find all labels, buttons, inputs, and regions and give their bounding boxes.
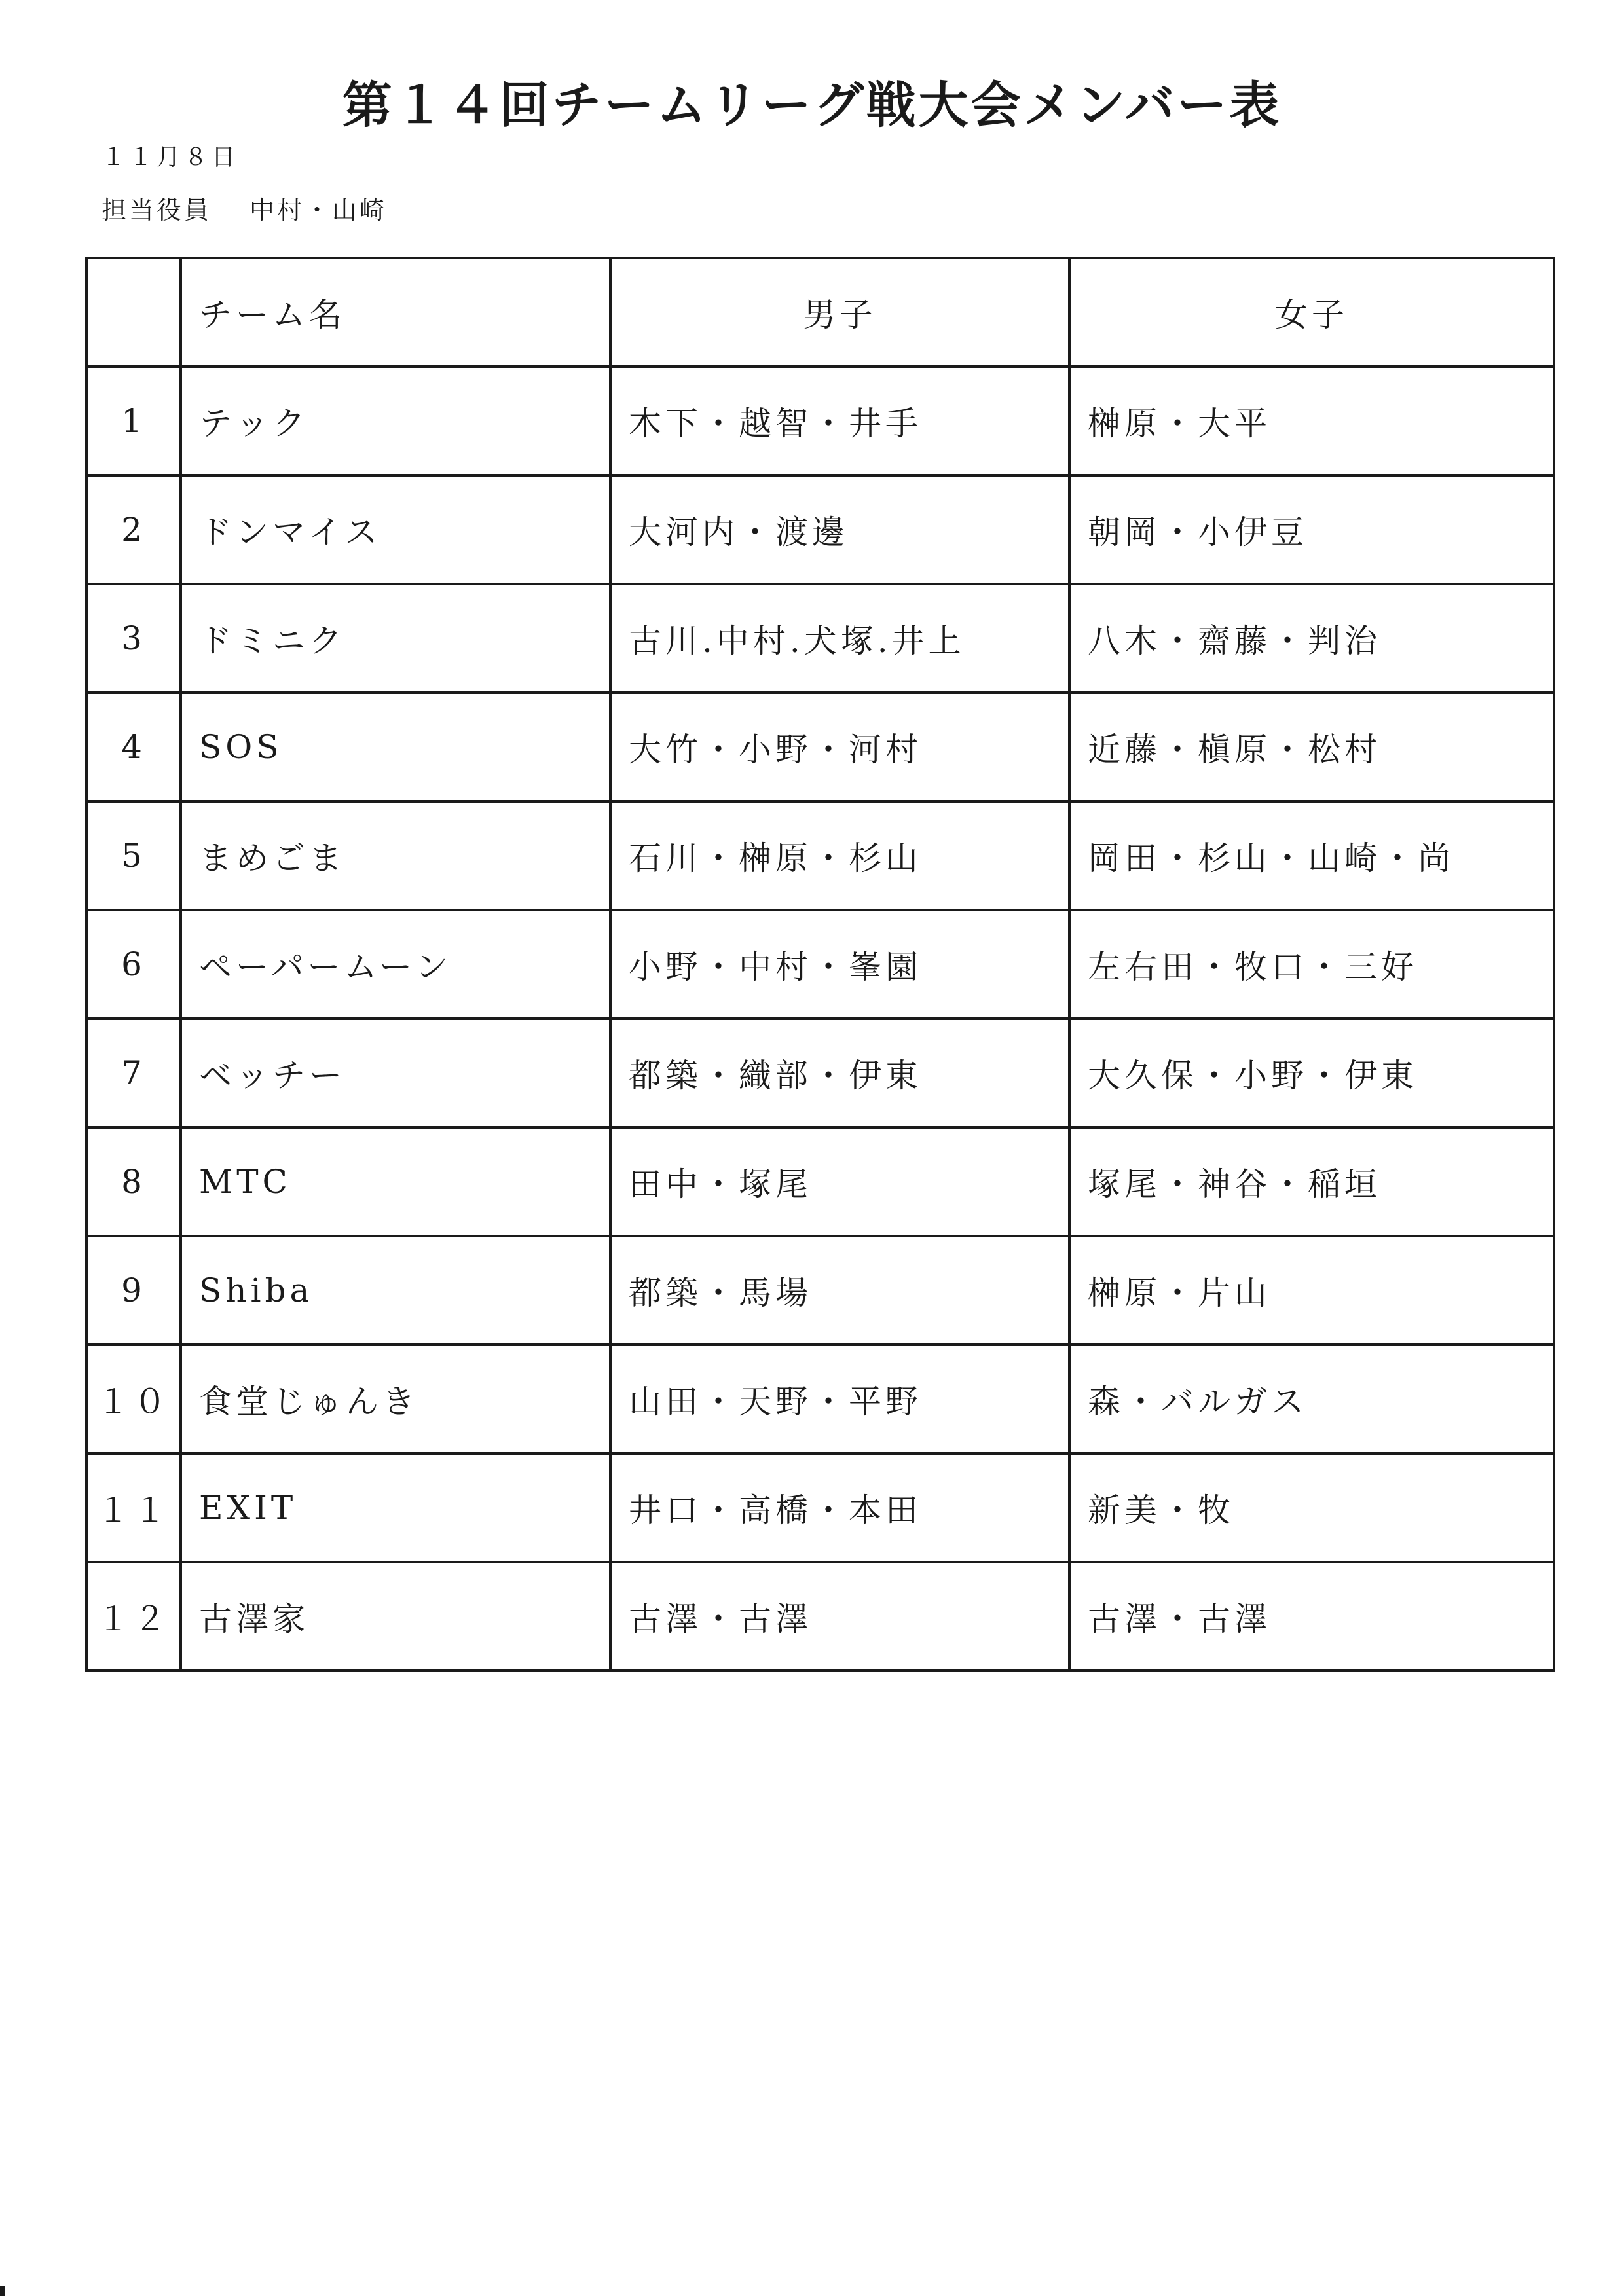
table-row (86, 1127, 1554, 1236)
table-row (86, 693, 1554, 801)
men-members: 古澤・古澤 (610, 1562, 1069, 1671)
women-members: 塚尾・神谷・稲垣 (1069, 1127, 1554, 1236)
table-row (86, 367, 1554, 475)
team-name: 古澤家 (181, 1562, 610, 1671)
women-members: 榊原・大平 (1069, 367, 1554, 475)
table-row (86, 910, 1554, 1019)
document-date: １１月８日 (101, 144, 240, 171)
team-name: ドミニク (181, 584, 610, 693)
team-name: まめごま (181, 801, 610, 910)
table-row (86, 1345, 1554, 1453)
document-title: 第１４回チームリーグ戦大会メンバー表 (342, 76, 1282, 134)
team-name: Shiba (181, 1236, 610, 1345)
row-number: １０ (86, 1345, 181, 1453)
team-name: SOS (181, 693, 610, 801)
men-members: 木下・越智・井手 (610, 367, 1069, 475)
officer-label: 担当役員 (101, 196, 212, 225)
table-row (86, 801, 1554, 910)
table-header-row (86, 258, 1554, 367)
men-members: 都築・馬場 (610, 1236, 1069, 1345)
women-members: 岡田・杉山・山崎・尚 (1069, 801, 1554, 910)
officer-line (101, 190, 387, 226)
row-number: 2 (86, 475, 181, 584)
table-row (86, 475, 1554, 584)
men-members: 小野・中村・峯園 (610, 910, 1069, 1019)
header-men: 男子 (610, 258, 1069, 367)
scan-edge-mark (0, 2286, 5, 2296)
women-members: 近藤・槇原・松村 (1069, 693, 1554, 801)
team-name: EXIT (181, 1453, 610, 1562)
header-number (86, 258, 181, 367)
table-row (86, 1019, 1554, 1127)
men-members: 田中・塚尾 (610, 1127, 1069, 1236)
women-members: 森・バルガス (1069, 1345, 1554, 1453)
officer-names: 中村・山崎 (249, 196, 388, 225)
row-number: 6 (86, 910, 181, 1019)
team-name: ペーパームーン (181, 910, 610, 1019)
header-women: 女子 (1069, 258, 1554, 367)
women-members: 榊原・片山 (1069, 1236, 1554, 1345)
table-row (86, 1453, 1554, 1562)
team-name: MTC (181, 1127, 610, 1236)
women-members: 八木・齋藤・判治 (1069, 584, 1554, 693)
row-number: １２ (86, 1562, 181, 1671)
team-name: 食堂じゅんき (181, 1345, 610, 1453)
table-body (86, 367, 1554, 1671)
row-number: 7 (86, 1019, 181, 1127)
row-number: 1 (86, 367, 181, 475)
men-members: 古川.中村.犬塚.井上 (610, 584, 1069, 693)
row-number: 4 (86, 693, 181, 801)
table-row (86, 584, 1554, 693)
row-number: １１ (86, 1453, 181, 1562)
women-members: 新美・牧 (1069, 1453, 1554, 1562)
header-team: チーム名 (181, 258, 610, 367)
men-members: 大河内・渡邊 (610, 475, 1069, 584)
men-members: 大竹・小野・河村 (610, 693, 1069, 801)
women-members: 古澤・古澤 (1069, 1562, 1554, 1671)
women-members: 大久保・小野・伊東 (1069, 1019, 1554, 1127)
men-members: 都築・織部・伊東 (610, 1019, 1069, 1127)
men-members: 石川・榊原・杉山 (610, 801, 1069, 910)
table-row (86, 1236, 1554, 1345)
row-number: 8 (86, 1127, 181, 1236)
women-members: 朝岡・小伊豆 (1069, 475, 1554, 584)
team-name: ドンマイス (181, 475, 610, 584)
row-number: 5 (86, 801, 181, 910)
member-table (85, 257, 1555, 1672)
team-name: テック (181, 367, 610, 475)
row-number: 9 (86, 1236, 181, 1345)
table-row (86, 1562, 1554, 1671)
men-members: 井口・高橋・本田 (610, 1453, 1069, 1562)
women-members: 左右田・牧口・三好 (1069, 910, 1554, 1019)
team-name: ベッチー (181, 1019, 610, 1127)
men-members: 山田・天野・平野 (610, 1345, 1069, 1453)
row-number: 3 (86, 584, 181, 693)
